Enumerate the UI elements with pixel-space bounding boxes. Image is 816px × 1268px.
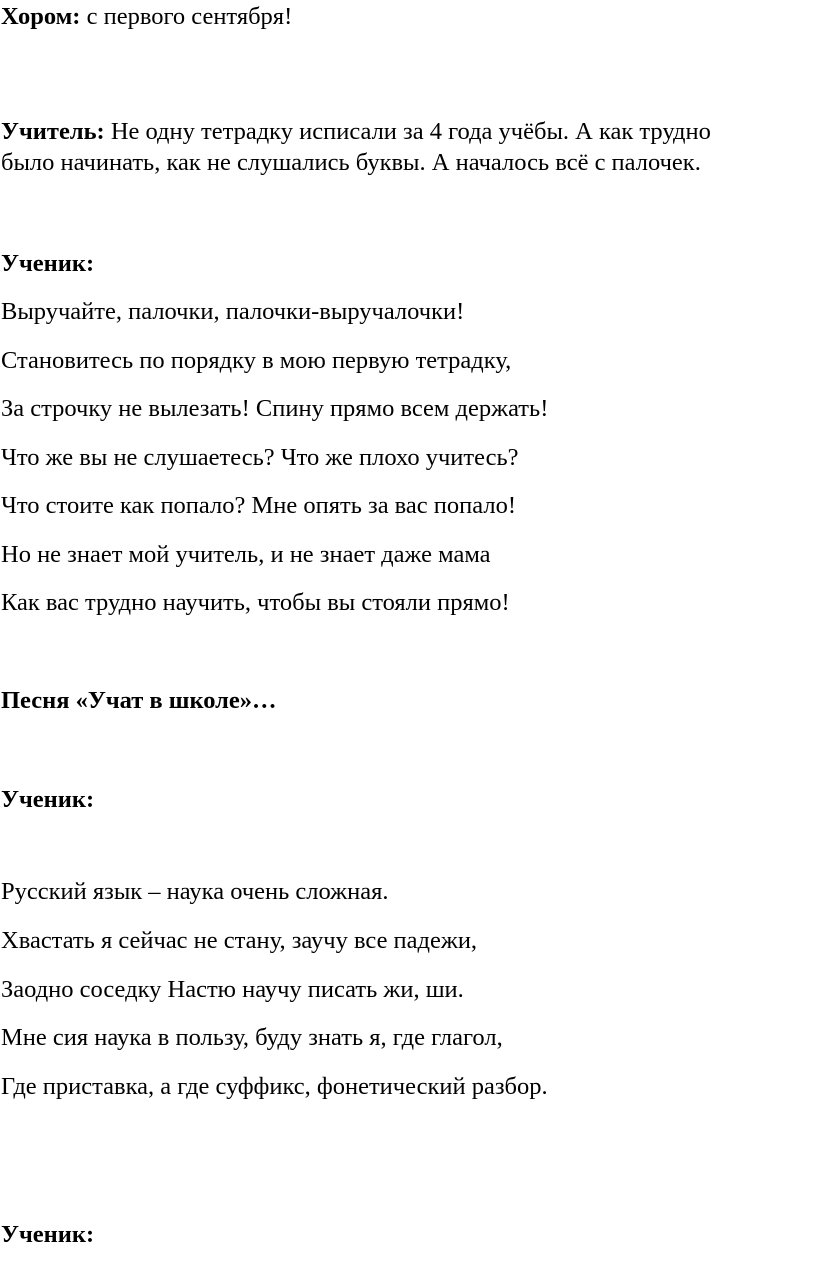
poem-line: Русский язык – наука очень сложная. [1, 878, 389, 905]
poem-line: Где приставка, а где суффикс, фонетический разбор. [1, 1073, 548, 1100]
poem-line: За строчку не вылезать! Спину прямо всем держать! [1, 395, 549, 422]
poem-line: Заодно соседку Настю научу писать жи, ши. [1, 976, 464, 1003]
speaker-label: Ученик: [1, 786, 95, 813]
teacher-line-2: было начинать, как не слушались буквы. А началось всё с палочек. [1, 149, 701, 176]
poem-line: Но не знает мой учитель, и не знает даже мама [1, 541, 491, 568]
poem-line: Что же вы не слушаетесь? Что же плохо учитесь? [1, 444, 519, 471]
poem-line: Выручайте, палочки, палочки-выручалочки! [1, 298, 465, 325]
speaker-label: Хором: [1, 3, 81, 30]
speaker-label: Ученик: [1, 1221, 95, 1248]
poem-line: Что стоите как попало? Мне опять за вас попало! [1, 492, 517, 519]
poem-line: Мне сия наука в пользу, буду знать я, где глагол, [1, 1024, 503, 1051]
poem-line: Как вас трудно научить, чтобы вы стояли прямо! [1, 589, 510, 616]
chorus-text: с первого сентября! [80, 3, 293, 30]
teacher-line-1 [1, 117, 711, 147]
teacher-text-1: Не одну тетрадку исписали за 4 года учёбы. А как трудно [104, 118, 711, 145]
song-title: Песня «Учат в школе»… [1, 687, 277, 714]
chorus-line [1, 2, 292, 32]
speaker-label: Ученик: [1, 250, 95, 277]
poem-line: Хвастать я сейчас не стану, заучу все падежи, [1, 927, 478, 954]
poem-line: Становитесь по порядку в мою первую тетрадку, [1, 347, 512, 374]
speaker-label: Учитель: [1, 118, 105, 145]
